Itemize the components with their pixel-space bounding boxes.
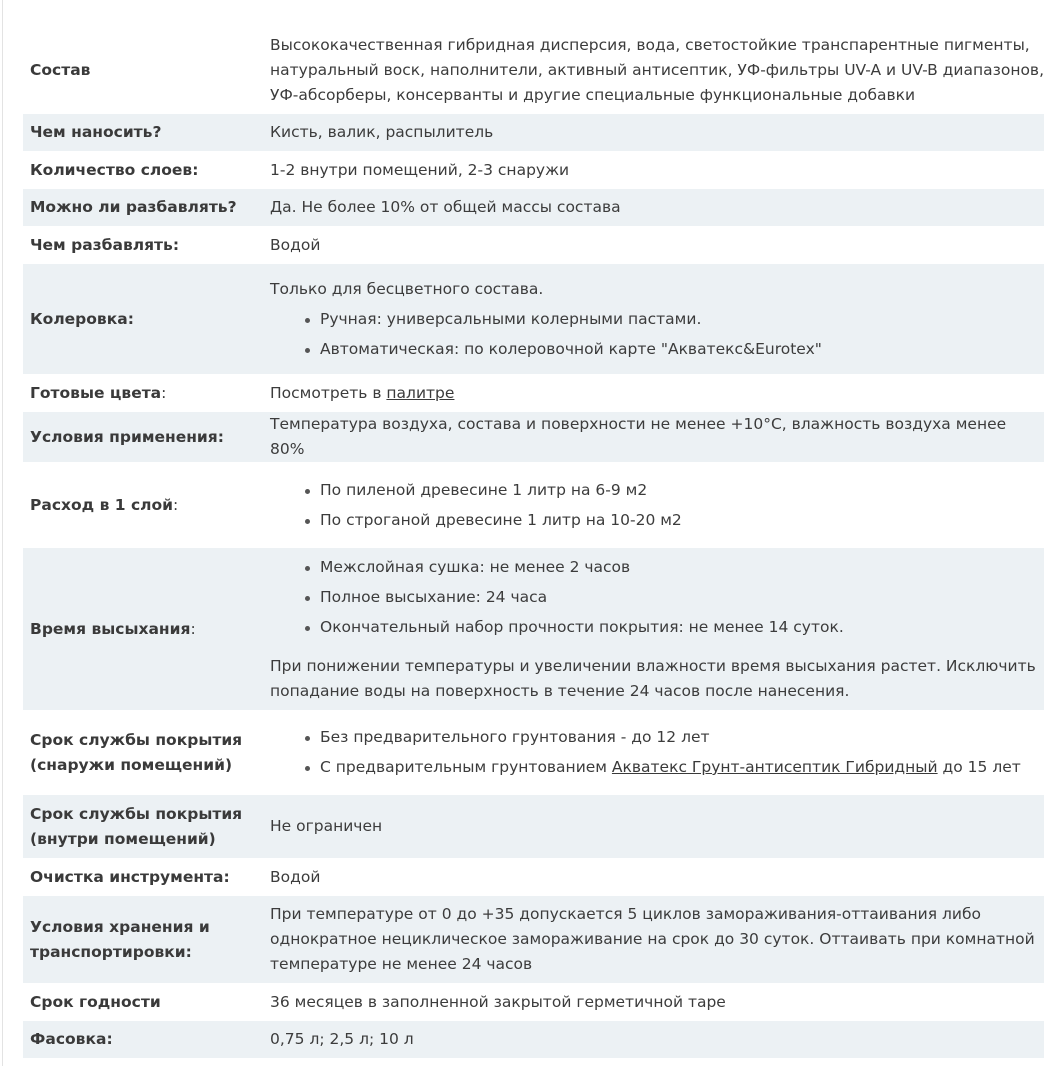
table-row	[23, 983, 1044, 1021]
item-prefix: С предварительным грунтованием	[320, 758, 612, 776]
list-item: Автоматическая: по колеровочной карте "Акватекс&Eurotex"	[320, 337, 1044, 362]
row-value: Водой	[270, 235, 321, 254]
value-line: При температуре от 0 до +35 допускается 5 циклов замораживания-оттаивания либо	[270, 905, 981, 923]
list-item	[320, 755, 1044, 780]
table-row	[23, 548, 1044, 710]
label-line: транспортировки:	[30, 942, 192, 961]
palette-link[interactable]: палитре	[386, 383, 455, 402]
table-row	[23, 264, 1044, 374]
table-row	[23, 412, 1044, 462]
row-label	[23, 548, 270, 710]
row-label-colon: :	[190, 619, 196, 638]
row-value	[270, 264, 1044, 374]
row-value: Кисть, валик, распылитель	[270, 114, 1044, 151]
row-value: Да. Не более 10% от общей массы состава	[270, 189, 1044, 226]
bullet-list	[270, 555, 1044, 640]
list-item: Ручная: универсальными колерными пастами.	[320, 307, 1044, 332]
row-value	[270, 26, 1044, 114]
specs-table	[23, 26, 1044, 1058]
value-line: однократное нециклическое замораживание на срок до 30 суток. Оттаивать при комнатной	[270, 930, 1035, 948]
table-row	[23, 710, 1044, 795]
bullet-list	[270, 478, 1044, 533]
label-line: Срок службы покрытия	[30, 804, 243, 823]
value-intro: Только для бесцветного состава.	[270, 279, 544, 298]
primer-product-link[interactable]: Акватекс Грунт-антисептик Гибридный	[611, 758, 938, 776]
table-row	[23, 795, 1044, 858]
row-label-colon: :	[173, 495, 179, 514]
row-label-text: Готовые цвета	[30, 383, 162, 402]
row-value	[270, 548, 1044, 710]
row-value: 0,75 л; 2,5 л; 10 л	[270, 1021, 1044, 1058]
row-label: Срок годности	[30, 992, 161, 1011]
row-value: 36 месяцев в заполненной закрытой герметичной таре	[270, 992, 726, 1011]
row-label-colon: :	[161, 383, 167, 402]
row-label: Фасовка:	[23, 1021, 270, 1058]
row-label: Колеровка:	[23, 264, 270, 374]
value-prefix: Посмотреть в	[270, 383, 387, 402]
value-line: попадание воды на поверхность в течение 24 часов после нанесения.	[270, 681, 850, 700]
row-label-text: Время высыхания	[30, 619, 191, 638]
row-label	[23, 462, 270, 548]
row-value	[270, 710, 1044, 795]
list-item: По пиленой древесине 1 литр на 6-9 м2	[320, 478, 1044, 503]
row-value: Не ограничен	[270, 795, 1044, 858]
row-value	[270, 462, 1044, 548]
list-item: Межслойная сушка: не менее 2 часов	[320, 555, 1044, 580]
row-label: Чем разбавлять:	[30, 235, 180, 254]
row-label: Можно ли разбавлять?	[23, 189, 270, 226]
row-value: Температура воздуха, состава и поверхности не менее +10°С, влажность воздуха менее 80%	[270, 412, 1044, 462]
row-label	[23, 795, 270, 858]
list-item: Окончательный набор прочности покрытия: не менее 14 суток.	[320, 615, 1044, 640]
list-item: Без предварительного грунтования - до 12 лет	[320, 725, 1044, 750]
table-row	[23, 189, 1044, 226]
table-row	[23, 26, 1044, 114]
row-value: Водой	[270, 867, 321, 886]
value-line: температуре не менее 24 часов	[270, 955, 533, 973]
row-value: 1-2 внутри помещений, 2-3 снаружи	[270, 160, 570, 179]
row-label	[23, 710, 270, 795]
row-label: Количество слоев:	[30, 160, 199, 179]
table-row	[23, 462, 1044, 548]
table-row	[23, 1021, 1044, 1058]
value-line: УФ-абсорберы, консерванты и другие специальные функциональные добавки	[270, 85, 916, 104]
row-label	[23, 896, 270, 983]
table-row	[23, 374, 1044, 412]
table-row	[23, 226, 1044, 264]
item-suffix: до 15 лет	[937, 758, 1021, 776]
label-line: (внутри помещений)	[30, 829, 216, 848]
label-line: (снаружи помещений)	[30, 755, 233, 774]
row-label: Чем наносить?	[23, 114, 270, 151]
list-item: Полное высыхание: 24 часа	[320, 585, 1044, 610]
row-label	[23, 374, 270, 412]
bullet-list	[270, 307, 1044, 362]
row-value	[270, 896, 1044, 983]
row-label: Очистка инструмента:	[30, 867, 230, 886]
value-line: натуральный воск, наполнители, активный антисептик, УФ-фильтры UV-A и UV-B диапазонов,	[270, 60, 1044, 79]
value-note	[270, 654, 1044, 704]
row-label: Состав	[30, 60, 91, 79]
value-line: При понижении температуры и увеличении влажности время высыхания растет. Исключить	[270, 656, 1036, 675]
page-container	[2, 0, 1054, 1066]
bullet-list	[270, 725, 1044, 780]
value-line: Высококачественная гибридная дисперсия, вода, светостойкие транспарентные пигменты,	[270, 35, 1030, 54]
table-row	[23, 151, 1044, 189]
table-row	[23, 858, 1044, 896]
row-value	[270, 374, 1044, 412]
row-label-text: Расход в 1 слой	[30, 495, 174, 514]
row-label: Условия применения:	[23, 412, 270, 462]
table-row	[23, 114, 1044, 151]
list-item: По строганой древесине 1 литр на 10-20 м2	[320, 508, 1044, 533]
label-line: Условия хранения и	[30, 917, 210, 936]
table-row	[23, 896, 1044, 983]
label-line: Срок службы покрытия	[30, 730, 243, 749]
